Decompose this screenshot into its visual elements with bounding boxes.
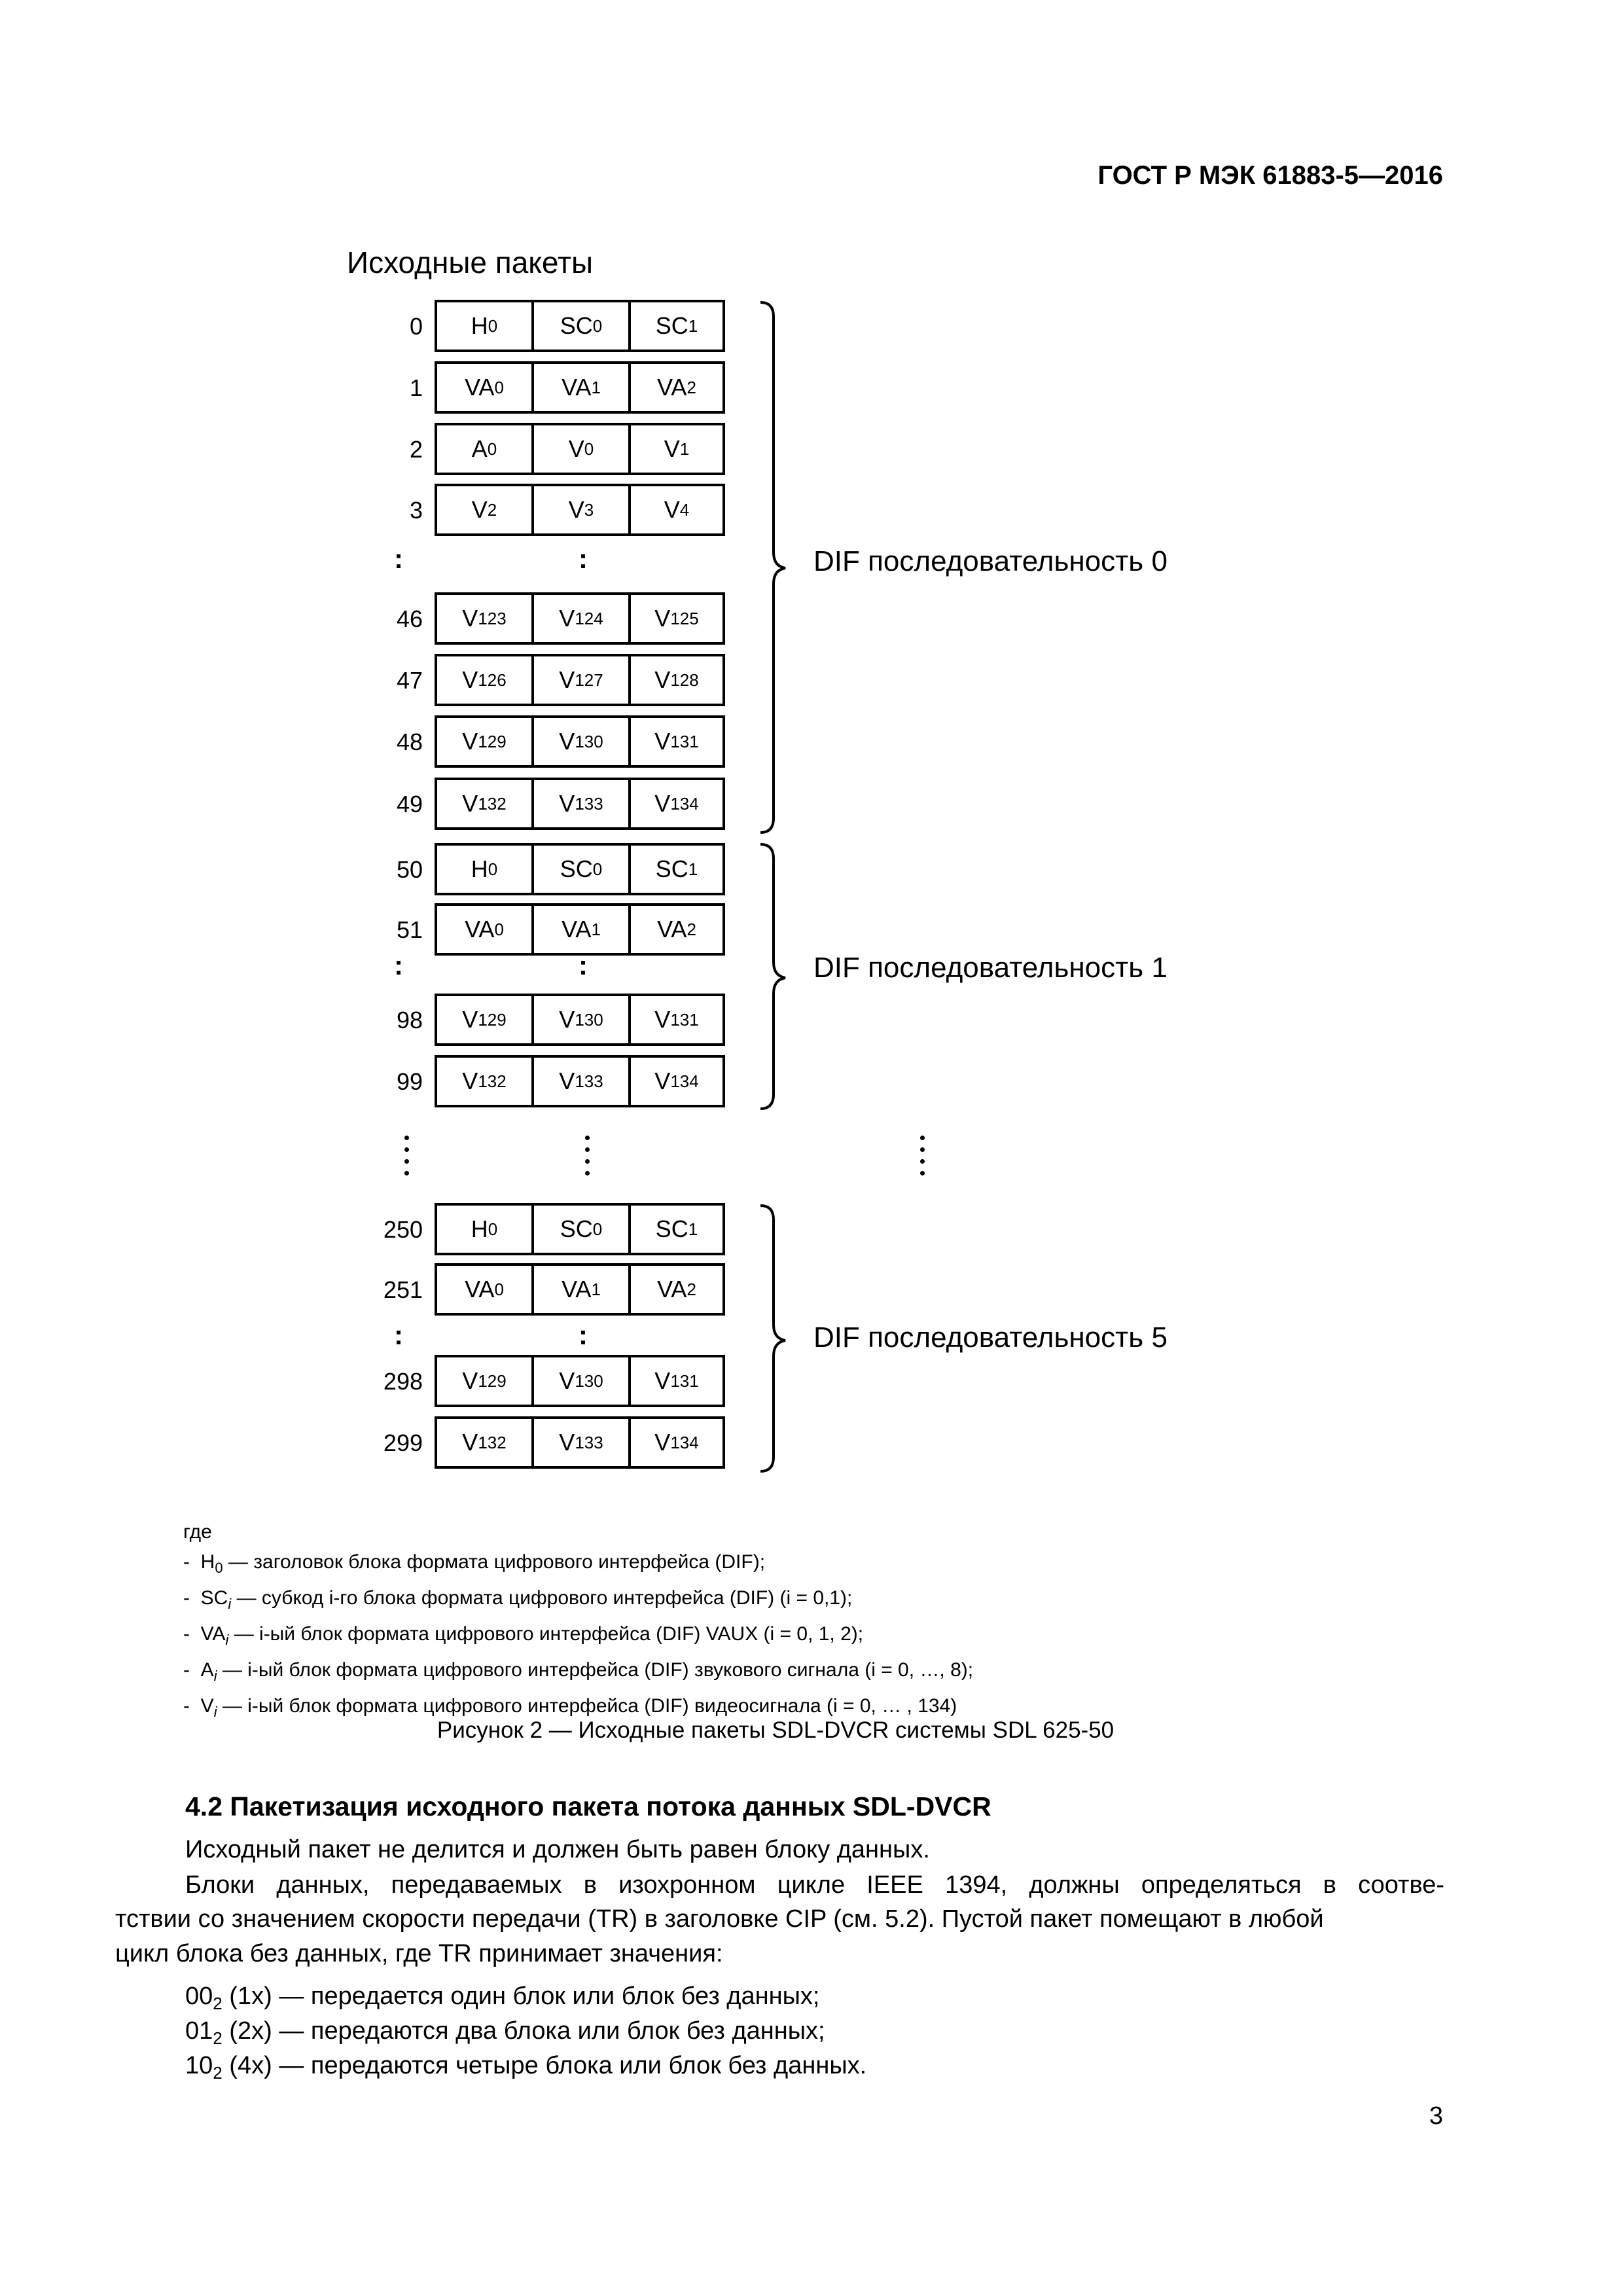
brace-sequence-1 [759,843,798,1111]
vertical-ellipsis-middle [585,1136,590,1183]
cell-subscript: 133 [575,1071,603,1091]
cell-subscript: 0 [494,919,504,939]
row-number: 98 [396,1007,423,1033]
cell-subscript: 0 [487,439,497,459]
cell-symbol: H [471,1215,488,1242]
cell-subscript: 0 [488,315,498,336]
legend-dash: - [183,1587,190,1609]
cell-subscript: 132 [478,1432,507,1452]
cell-symbol: V [559,1429,575,1456]
cell-subscript: 133 [575,793,603,814]
figure-caption: Рисунок 2 — Исходные пакеты SDL-DVCR системы SDL 625-50 [437,1717,1115,1743]
tr-description: — передаются четыре блока или блок без данных. [272,2052,867,2079]
cell-subscript: 125 [670,608,699,628]
cell-symbol: VA [465,374,495,401]
cell-symbol: VA [465,916,495,942]
row-number: 2 [409,436,423,463]
legend-text: — субкод i-го блока формата цифрового интерфейса (DIF) (i = 0,1); [231,1587,853,1609]
packet-cell [628,1355,725,1407]
packet-cell [531,1416,628,1469]
cell-symbol: V [462,605,478,632]
cell-symbol: VA [465,1276,495,1302]
tr-description: — передается один блок или блок без данных; [272,1982,820,2010]
cell-subscript: 131 [670,1009,699,1030]
packet-cell [435,1055,531,1107]
brace-sequence-5 [759,1204,798,1475]
cell-symbol: V [654,1367,671,1394]
cell-symbol: VA [657,1276,687,1302]
cell-subscript: 0 [584,439,594,459]
cell-symbol: V [462,1429,478,1456]
packet-cell [628,592,725,645]
cell-symbol: V [654,1006,671,1033]
cell-symbol: H [471,312,488,339]
packet-cell [628,994,725,1046]
packet-cell [531,994,628,1046]
packet-cell [531,778,628,830]
cell-symbol: VA [562,916,592,942]
figure-title: Исходные пакеты [347,245,594,279]
row-number: 49 [396,791,423,817]
cell-subscript: 1 [591,1279,601,1299]
legend-subscript: i [213,1668,217,1684]
cell-subscript: 132 [478,793,507,814]
cell-subscript: 133 [575,1432,603,1452]
sequence-label-1: DIF последовательность 1 [813,952,1168,984]
cell-subscript: 134 [670,1432,699,1452]
legend-dash: - [183,1695,190,1717]
packet-cell [435,1203,531,1255]
packet-cell [531,1355,628,1407]
row-ellipsis: : [579,950,588,980]
cell-subscript: 1 [591,919,601,939]
tr-base: 2 [213,1994,223,2013]
packet-cell [628,654,725,706]
packet-cell [628,843,725,895]
legend-subscript: i [225,1632,229,1648]
cell-subscript: 2 [687,377,696,397]
cell-subscript: 0 [494,1279,504,1299]
paragraph-2-line-2: тствии со значением скорости передачи (TR) в заголовке CIP (см. 5.2). Пустой пакет помещают в любой [115,1905,1324,1933]
cell-symbol: VA [562,374,592,401]
cell-subscript: 0 [592,859,603,879]
cell-symbol: SC [560,855,593,882]
brace-sequence-0 [759,301,798,834]
legend-text: — i-ый блок формата цифрового интерфейса (DIF) звукового сигнала (i = 0, …, 8); [217,1659,974,1681]
tr-code: 00 [185,1982,213,2010]
paragraph-2-line-1: Блоки данных, передаваемых в изохронном цикле IEEE 1394, должны определяться в соотве- [185,1871,1444,1899]
row-ellipsis: : [394,950,403,980]
packet-cell [531,484,628,536]
packet-cell [435,1355,531,1407]
sequence-label-0: DIF последовательность 0 [813,545,1168,577]
packet-cell [531,654,628,706]
legend-item [183,1547,973,1583]
legend-symbol: VA [200,1623,226,1645]
tr-code: 01 [185,2017,213,2045]
packet-cell [628,423,725,475]
cell-symbol: VA [657,374,687,401]
cell-symbol: SC [655,312,688,339]
cell-subscript: 3 [584,499,594,520]
cell-symbol: H [471,855,488,882]
packet-cell [531,1263,628,1316]
row-number: 51 [396,916,423,943]
packet-cell [531,361,628,414]
tr-multiplier: 1x [237,1982,264,2010]
packet-cell [628,778,725,830]
packet-cell [531,1055,628,1107]
cell-symbol: V [568,435,584,462]
cell-subscript: 132 [478,1071,507,1091]
page-number: 3 [1429,2102,1443,2130]
tr-multiplier: 2x [237,2017,264,2045]
legend-text: — i-ый блок формата цифрового интерфейса (DIF) видеосигнала (i = 0, … , 134) [217,1695,957,1717]
cell-symbol: V [654,605,671,632]
packet-cell [435,903,531,956]
packet-cell [628,1203,725,1255]
packet-cell [435,592,531,645]
cell-subscript: 0 [488,859,498,879]
cell-subscript: 0 [592,1219,603,1239]
row-number: 3 [409,497,423,524]
cell-symbol: V [654,1067,671,1094]
cell-subscript: 128 [670,670,699,690]
cell-symbol: A [471,435,488,462]
legend-symbol: SC [200,1587,228,1609]
legend-dash: - [183,1623,190,1645]
cell-subscript: 134 [670,793,699,814]
cell-subscript: 129 [478,1371,507,1391]
cell-subscript: 1 [688,859,698,879]
cell-subscript: 130 [575,1371,603,1391]
row-number: 47 [396,667,423,694]
cell-symbol: V [568,496,584,523]
cell-subscript: 2 [687,919,696,939]
packet-cell [435,300,531,352]
cell-subscript: 0 [494,377,504,397]
cell-subscript: 0 [592,315,603,336]
cell-symbol: V [471,496,488,523]
tr-code: 10 [185,2052,213,2079]
cell-symbol: V [654,790,671,817]
cell-symbol: V [559,666,575,693]
row-number: 46 [396,605,423,632]
packet-cell [531,903,628,956]
cell-subscript: 127 [575,670,603,690]
packet-cell [531,715,628,768]
row-number: 50 [396,856,423,883]
packet-cell [628,1416,725,1469]
packet-cell [628,361,725,414]
cell-symbol: V [559,1006,575,1033]
cell-subscript: 4 [679,499,690,520]
packet-cell [531,423,628,475]
packet-cell [628,1263,725,1316]
legend-symbol: A [200,1659,214,1681]
tr-base: 2 [213,2063,223,2083]
packet-cell [531,300,628,352]
tr-base: 2 [213,2028,223,2048]
legend-item [183,1655,973,1691]
row-number: 0 [409,313,423,340]
packet-cell [628,484,725,536]
sequence-label-5: DIF последовательность 5 [813,1321,1168,1354]
cell-symbol: V [654,1429,671,1456]
tr-multiplier: 4x [237,2052,264,2079]
packet-cell [435,994,531,1046]
packet-cell [628,715,725,768]
packet-cell [531,592,628,645]
legend-subscript: 0 [215,1560,223,1576]
packet-cell [435,843,531,895]
row-number: 298 [383,1368,423,1395]
row-number: 250 [383,1216,423,1243]
row-number: 99 [396,1068,423,1095]
legend-symbol: H [200,1551,215,1573]
document-header: ГОСТ Р МЭК 61883-5—2016 [1097,161,1443,190]
packet-cell [435,715,531,768]
legend-item [183,1583,973,1619]
row-number: 48 [396,728,423,755]
cell-symbol: V [559,728,575,755]
legend-symbol: V [200,1695,214,1717]
tr-value-line: $10_2$ (4x) — передаются четыре блока или блок без данных. [185,2052,867,2083]
packet-cell [628,1055,725,1107]
packet-cell [628,903,725,956]
cell-subscript: 1 [688,1219,698,1239]
cell-subscript: 124 [575,608,603,628]
cell-subscript: 129 [478,1009,507,1030]
cell-subscript: 2 [687,1279,696,1299]
cell-subscript: 130 [575,731,603,751]
cell-symbol: V [462,1067,478,1094]
paragraph-2-line-3: цикл блока без данных, где TR принимает значения: [115,1940,723,1967]
legend-subscript: i [213,1704,217,1720]
cell-symbol: V [559,605,575,632]
section-heading: 4.2 Пакетизация исходного пакета потока данных SDL-DVCR [185,1791,991,1821]
packet-cell [435,654,531,706]
cell-symbol: V [462,1006,478,1033]
packet-cell [435,1263,531,1316]
packet-cell [435,778,531,830]
legend-subscript: i [228,1596,232,1612]
cell-subscript: 0 [488,1219,498,1239]
packet-cell [435,423,531,475]
cell-symbol: V [559,790,575,817]
cell-subscript: 1 [688,315,698,336]
vertical-ellipsis-left [404,1136,410,1183]
cell-subscript: 126 [478,670,507,690]
packet-cell [435,484,531,536]
cell-symbol: V [664,435,680,462]
legend-dash: - [183,1551,190,1573]
cell-symbol: V [559,1367,575,1394]
cell-symbol: V [559,1067,575,1094]
cell-symbol: V [462,728,478,755]
cell-symbol: SC [560,1215,593,1242]
packet-cell [628,300,725,352]
cell-subscript: 1 [591,377,601,397]
row-ellipsis: : [579,1319,588,1350]
cell-symbol: VA [562,1276,592,1302]
cell-subscript: 1 [679,439,690,459]
row-number: 251 [383,1276,423,1303]
cell-symbol: VA [657,916,687,942]
cell-symbol: V [654,666,671,693]
cell-symbol: SC [655,855,688,882]
row-ellipsis: : [394,543,403,574]
vertical-ellipsis-right [920,1136,925,1183]
packet-cell [435,361,531,414]
cell-subscript: 131 [670,1371,699,1391]
legend-dash: - [183,1659,190,1681]
row-number: 299 [383,1429,423,1456]
packet-cell [531,843,628,895]
cell-symbol: V [462,666,478,693]
cell-subscript: 2 [487,499,497,520]
cell-symbol: SC [560,312,593,339]
legend-text: — заголовок блока формата цифрового интерфейса (DIF); [223,1551,766,1573]
row-number: 1 [409,374,423,401]
packet-cell [531,1203,628,1255]
cell-symbol: SC [655,1215,688,1242]
cell-subscript: 129 [478,731,507,751]
cell-symbol: V [654,728,671,755]
legend-item [183,1619,973,1655]
figure-legend [183,1517,973,1727]
cell-subscript: 130 [575,1009,603,1030]
cell-subscript: 123 [478,608,507,628]
cell-subscript: 131 [670,731,699,751]
paragraph-1: Исходный пакет не делится и должен быть равен блоку данных. [185,1836,930,1863]
legend-intro: где [183,1521,212,1543]
packet-cell [435,1416,531,1469]
tr-description: — передаются два блока или блок без данных; [272,2017,825,2045]
legend-text: — i-ый блок формата цифрового интерфейса (DIF) VAUX (i = 0, 1, 2); [228,1623,864,1645]
cell-symbol: V [462,790,478,817]
row-ellipsis: : [394,1319,403,1350]
cell-symbol: V [664,496,680,523]
tr-value-line: $00_2$ (1x) — передается один блок или блок без данных; [185,1982,820,2013]
tr-value-line: $01_2$ (2x) — передаются два блока или блок без данных; [185,2017,825,2048]
cell-subscript: 134 [670,1071,699,1091]
cell-symbol: V [462,1367,478,1394]
row-ellipsis: : [579,543,588,574]
